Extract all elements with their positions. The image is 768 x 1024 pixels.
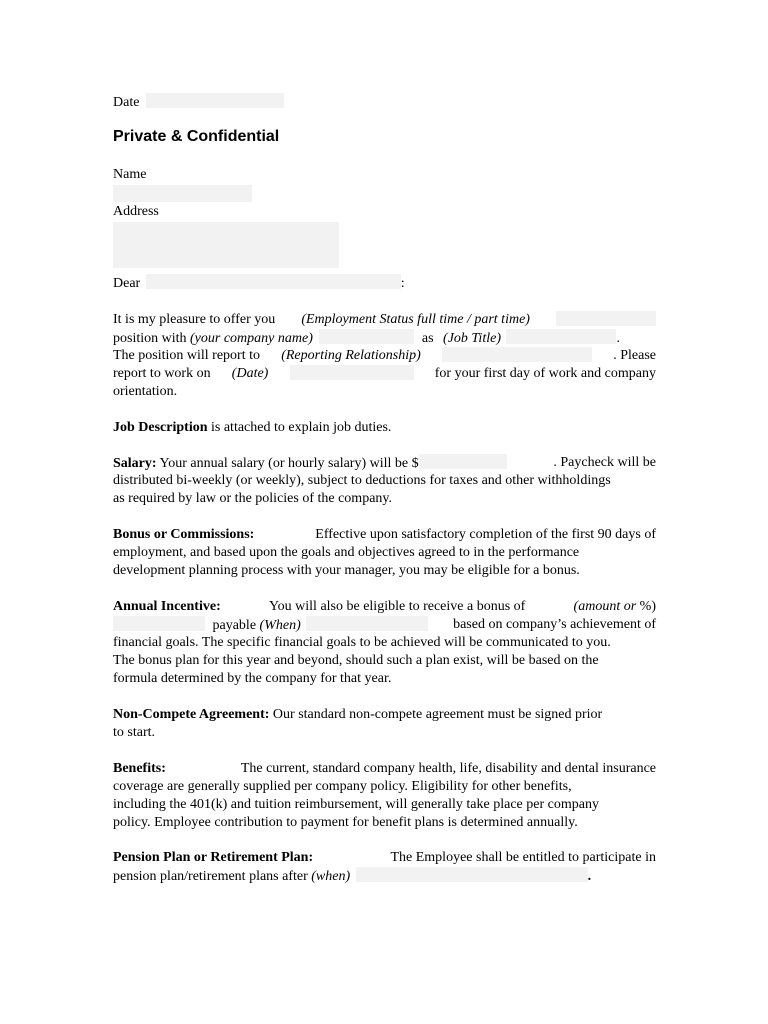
offer-please: . Please bbox=[613, 348, 656, 363]
pension-when-hint: (when) bbox=[311, 869, 351, 884]
salary-amount-field[interactable] bbox=[419, 454, 507, 469]
benefits-line-1 bbox=[113, 760, 656, 778]
name-field[interactable] bbox=[113, 185, 252, 202]
job-title-field[interactable] bbox=[506, 329, 616, 344]
employment-status-hint: (Employment Status full time / part time) bbox=[301, 312, 530, 327]
salary-text-1-rest: . Paycheck will be bbox=[553, 455, 656, 470]
offer-text-4-rest: for your first day of work and company bbox=[434, 366, 656, 381]
confidential-heading: Private & Confidential bbox=[113, 128, 280, 145]
pension-text-1: The Employee shall be entitled to participate in bbox=[390, 850, 656, 865]
bonus-title: Bonus or Commissions: bbox=[113, 527, 255, 542]
offer-line-1 bbox=[113, 311, 656, 329]
benefits-title: Benefits: bbox=[113, 761, 166, 776]
benefits-line-2: coverage are generally supplied per company policy. Eligibility for other benefits, bbox=[113, 779, 572, 794]
pension-line-1 bbox=[113, 849, 656, 867]
benefits-line-4: policy. Employee contribution to payment for benefit plans is determined annually. bbox=[113, 815, 578, 830]
offer-as: as bbox=[421, 331, 434, 346]
noncompete-line-2: to start. bbox=[113, 725, 155, 740]
pension-period: . bbox=[587, 869, 592, 884]
incentive-percent: %) bbox=[639, 599, 656, 614]
company-name-field[interactable] bbox=[319, 329, 414, 344]
reporting-relationship-hint: (Reporting Relationship) bbox=[281, 348, 421, 363]
noncompete-line-1 bbox=[113, 706, 602, 724]
address-field[interactable] bbox=[113, 222, 339, 268]
incentive-payable: payable bbox=[212, 618, 257, 633]
salary-line-2: distributed bi-weekly (or weekly), subject to deductions for taxes and other withholdings bbox=[113, 473, 611, 488]
recipient-name-field[interactable] bbox=[146, 274, 401, 289]
benefits-text-1: The current, standard company health, life, disability and dental insurance bbox=[240, 761, 656, 776]
salary-line-1 bbox=[113, 454, 656, 473]
noncompete-title: Non-Compete Agreement: bbox=[113, 707, 270, 722]
offer-text-1: It is my pleasure to offer you bbox=[113, 312, 276, 327]
offer-text-2: position with bbox=[113, 331, 187, 346]
salutation-line bbox=[113, 274, 405, 293]
date-label: Date bbox=[113, 95, 140, 110]
job-title-hint: (Job Title) bbox=[443, 331, 501, 346]
salary-text-1: Your annual salary (or hourly salary) will be $ bbox=[159, 456, 419, 471]
salary-line-3: as required by law or the policies of the company. bbox=[113, 491, 393, 506]
offer-period: . bbox=[616, 331, 620, 346]
offer-line-3 bbox=[113, 347, 656, 365]
job-description-text: is attached to explain job duties. bbox=[211, 420, 392, 435]
date-line bbox=[113, 93, 284, 112]
job-description-title: Job Description bbox=[113, 420, 208, 435]
incentive-line-5: formula determined by the company for that year. bbox=[113, 671, 392, 686]
incentive-when-field[interactable] bbox=[306, 616, 428, 631]
salutation-colon: : bbox=[400, 276, 405, 291]
date-field[interactable] bbox=[146, 93, 284, 108]
start-date-hint: (Date) bbox=[231, 366, 269, 381]
offer-line-4 bbox=[113, 365, 656, 383]
pension-title: Pension Plan or Retirement Plan: bbox=[113, 850, 314, 865]
start-date-field[interactable] bbox=[290, 365, 414, 380]
noncompete-text-1: Our standard non-compete agreement must be signed prior bbox=[272, 707, 603, 722]
salutation-label: Dear bbox=[113, 276, 141, 291]
company-name-hint: (your company name) bbox=[190, 331, 313, 346]
address-label: Address bbox=[113, 204, 159, 219]
job-description-line bbox=[113, 419, 391, 437]
pension-text-2: pension plan/retirement plans after bbox=[113, 869, 308, 884]
incentive-text-1: You will also be eligible to receive a bonus of bbox=[268, 599, 526, 614]
incentive-amount-field[interactable] bbox=[113, 616, 205, 631]
incentive-when-hint: (When) bbox=[259, 618, 301, 633]
incentive-amount-hint: (amount or bbox=[573, 599, 637, 614]
incentive-line-2 bbox=[113, 616, 656, 635]
incentive-line-4: The bonus plan for this year and beyond, should such a plan exist, will be based on the bbox=[113, 653, 599, 668]
reporting-relationship-field[interactable] bbox=[442, 347, 592, 362]
bonus-line-1 bbox=[113, 526, 656, 544]
name-label: Name bbox=[113, 167, 147, 182]
incentive-title: Annual Incentive: bbox=[113, 599, 221, 614]
incentive-line-3: financial goals. The specific financial goals to be achieved will be communicated to you. bbox=[113, 635, 611, 650]
benefits-line-3: including the 401(k) and tuition reimbursement, will generally take place per company bbox=[113, 797, 599, 812]
incentive-text-2-rest: based on company’s achievement of bbox=[453, 617, 656, 632]
salary-title: Salary: bbox=[113, 456, 157, 471]
offer-line-5: orientation. bbox=[113, 384, 178, 399]
offer-line-2 bbox=[113, 329, 656, 348]
offer-text-3: The position will report to bbox=[113, 348, 260, 363]
pension-when-field[interactable] bbox=[356, 867, 588, 882]
employment-status-field[interactable] bbox=[556, 311, 656, 326]
pension-line-2 bbox=[113, 867, 591, 886]
offer-text-4: report to work on bbox=[113, 366, 211, 381]
bonus-line-3: development planning process with your manager, you may be eligible for a bonus. bbox=[113, 563, 580, 578]
bonus-text-1: Effective upon satisfactory completion of the first 90 days of bbox=[315, 527, 656, 542]
bonus-line-2: employment, and based upon the goals and objectives agreed to in the performance bbox=[113, 545, 580, 560]
incentive-line-1 bbox=[113, 598, 656, 616]
